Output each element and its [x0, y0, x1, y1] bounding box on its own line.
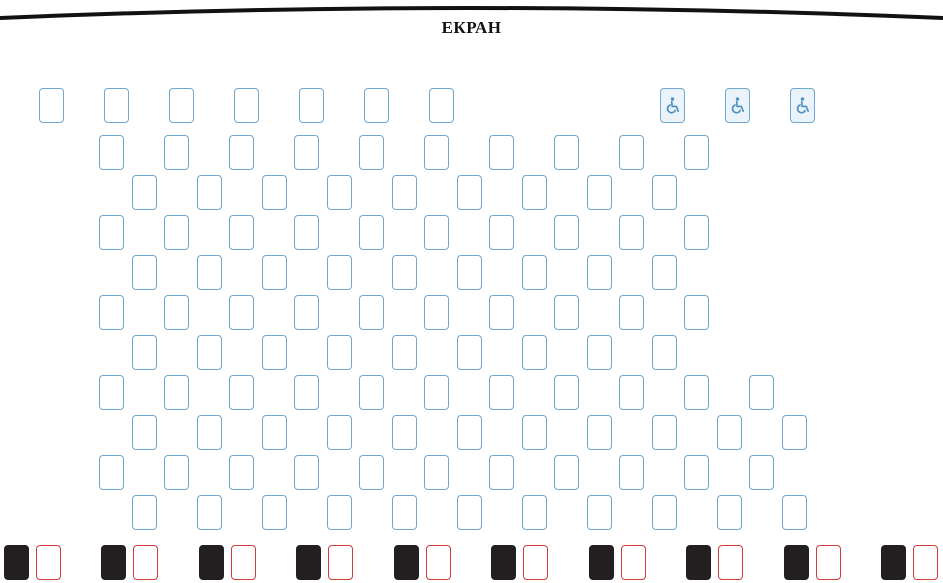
seat[interactable] [197, 175, 222, 210]
seat[interactable] [262, 175, 287, 210]
vip-seat[interactable] [133, 545, 158, 580]
seat[interactable] [652, 415, 677, 450]
vip-seat[interactable] [913, 545, 938, 580]
seat[interactable] [429, 88, 454, 123]
seat[interactable] [619, 375, 644, 410]
seat[interactable] [262, 255, 287, 290]
seat[interactable] [164, 135, 189, 170]
seat[interactable] [262, 335, 287, 370]
seat[interactable] [749, 455, 774, 490]
seat[interactable] [132, 335, 157, 370]
seat[interactable] [197, 335, 222, 370]
wheelchair-seat[interactable] [790, 88, 815, 123]
seat[interactable] [587, 255, 612, 290]
seat[interactable] [522, 175, 547, 210]
seat[interactable] [554, 135, 579, 170]
seat[interactable] [197, 415, 222, 450]
vip-seat[interactable] [328, 545, 353, 580]
vip-seat[interactable] [36, 545, 61, 580]
seat[interactable] [234, 88, 259, 123]
seat[interactable] [489, 135, 514, 170]
seat[interactable] [457, 335, 482, 370]
vip-seat[interactable] [621, 545, 646, 580]
seat[interactable] [782, 495, 807, 530]
seat[interactable] [99, 455, 124, 490]
wheelchair-seat[interactable] [725, 88, 750, 123]
taken-seat [491, 545, 516, 580]
seat[interactable] [39, 88, 64, 123]
wheelchair-icon [793, 96, 812, 115]
seat[interactable] [554, 455, 579, 490]
taken-seat [784, 545, 809, 580]
seat[interactable] [99, 215, 124, 250]
seat[interactable] [424, 215, 449, 250]
seat[interactable] [684, 375, 709, 410]
seat[interactable] [294, 295, 319, 330]
seat[interactable] [619, 295, 644, 330]
seat[interactable] [229, 215, 254, 250]
seat[interactable] [392, 415, 417, 450]
seat[interactable] [717, 495, 742, 530]
seat[interactable] [262, 415, 287, 450]
seat[interactable] [457, 255, 482, 290]
seat[interactable] [782, 415, 807, 450]
seat[interactable] [327, 415, 352, 450]
seat[interactable] [489, 375, 514, 410]
taken-seat [686, 545, 711, 580]
seat[interactable] [164, 375, 189, 410]
seat[interactable] [684, 135, 709, 170]
seat[interactable] [587, 495, 612, 530]
seat[interactable] [424, 455, 449, 490]
seat[interactable] [169, 88, 194, 123]
seat[interactable] [424, 135, 449, 170]
taken-seat [296, 545, 321, 580]
seat[interactable] [229, 295, 254, 330]
wheelchair-icon [728, 96, 747, 115]
seat[interactable] [299, 88, 324, 123]
seat[interactable] [197, 255, 222, 290]
seat[interactable] [554, 295, 579, 330]
seat[interactable] [684, 295, 709, 330]
seat[interactable] [294, 135, 319, 170]
seat[interactable] [392, 495, 417, 530]
vip-seat[interactable] [718, 545, 743, 580]
seat[interactable] [364, 88, 389, 123]
taken-seat [589, 545, 614, 580]
seat[interactable] [424, 375, 449, 410]
seat[interactable] [359, 455, 384, 490]
seat[interactable] [99, 375, 124, 410]
seat[interactable] [99, 135, 124, 170]
seat[interactable] [99, 295, 124, 330]
seat[interactable] [652, 495, 677, 530]
seat[interactable] [652, 335, 677, 370]
seat[interactable] [554, 375, 579, 410]
wheelchair-icon [663, 96, 682, 115]
seat[interactable] [619, 135, 644, 170]
seat[interactable] [717, 415, 742, 450]
seat[interactable] [522, 415, 547, 450]
seat[interactable] [392, 335, 417, 370]
seat[interactable] [359, 135, 384, 170]
seat[interactable] [489, 295, 514, 330]
vip-seat[interactable] [426, 545, 451, 580]
vip-seat[interactable] [231, 545, 256, 580]
seat[interactable] [522, 495, 547, 530]
seat[interactable] [652, 175, 677, 210]
seat[interactable] [652, 255, 677, 290]
seat[interactable] [522, 255, 547, 290]
seat[interactable] [619, 455, 644, 490]
seat[interactable] [359, 295, 384, 330]
seat[interactable] [489, 215, 514, 250]
seat[interactable] [457, 415, 482, 450]
wheelchair-seat[interactable] [660, 88, 685, 123]
taken-seat [199, 545, 224, 580]
seat[interactable] [132, 175, 157, 210]
seat[interactable] [359, 375, 384, 410]
taken-seat [4, 545, 29, 580]
seat[interactable] [294, 215, 319, 250]
seat[interactable] [164, 215, 189, 250]
seat[interactable] [164, 455, 189, 490]
vip-seat[interactable] [523, 545, 548, 580]
seat[interactable] [327, 335, 352, 370]
seat[interactable] [359, 215, 384, 250]
seat[interactable] [229, 455, 254, 490]
seat[interactable] [684, 455, 709, 490]
seat[interactable] [294, 455, 319, 490]
seat[interactable] [587, 415, 612, 450]
seat[interactable] [587, 175, 612, 210]
seat[interactable] [619, 215, 644, 250]
seat[interactable] [132, 415, 157, 450]
seat[interactable] [749, 375, 774, 410]
seat[interactable] [197, 495, 222, 530]
seat[interactable] [327, 255, 352, 290]
seat[interactable] [457, 175, 482, 210]
seat[interactable] [457, 495, 482, 530]
seat[interactable] [554, 215, 579, 250]
seat[interactable] [262, 495, 287, 530]
screen-label: ЕКРАН [441, 18, 502, 37]
seat[interactable] [392, 255, 417, 290]
seat[interactable] [327, 495, 352, 530]
seat[interactable] [229, 135, 254, 170]
seat[interactable] [132, 255, 157, 290]
seat[interactable] [104, 88, 129, 123]
taken-seat [101, 545, 126, 580]
seat[interactable] [424, 295, 449, 330]
seat[interactable] [587, 335, 612, 370]
vip-seat[interactable] [816, 545, 841, 580]
seat[interactable] [132, 495, 157, 530]
seat[interactable] [392, 175, 417, 210]
seat[interactable] [684, 215, 709, 250]
seat[interactable] [522, 335, 547, 370]
seat[interactable] [229, 375, 254, 410]
taken-seat [881, 545, 906, 580]
seat[interactable] [164, 295, 189, 330]
seat[interactable] [327, 175, 352, 210]
taken-seat [394, 545, 419, 580]
seat[interactable] [294, 375, 319, 410]
seat[interactable] [489, 455, 514, 490]
